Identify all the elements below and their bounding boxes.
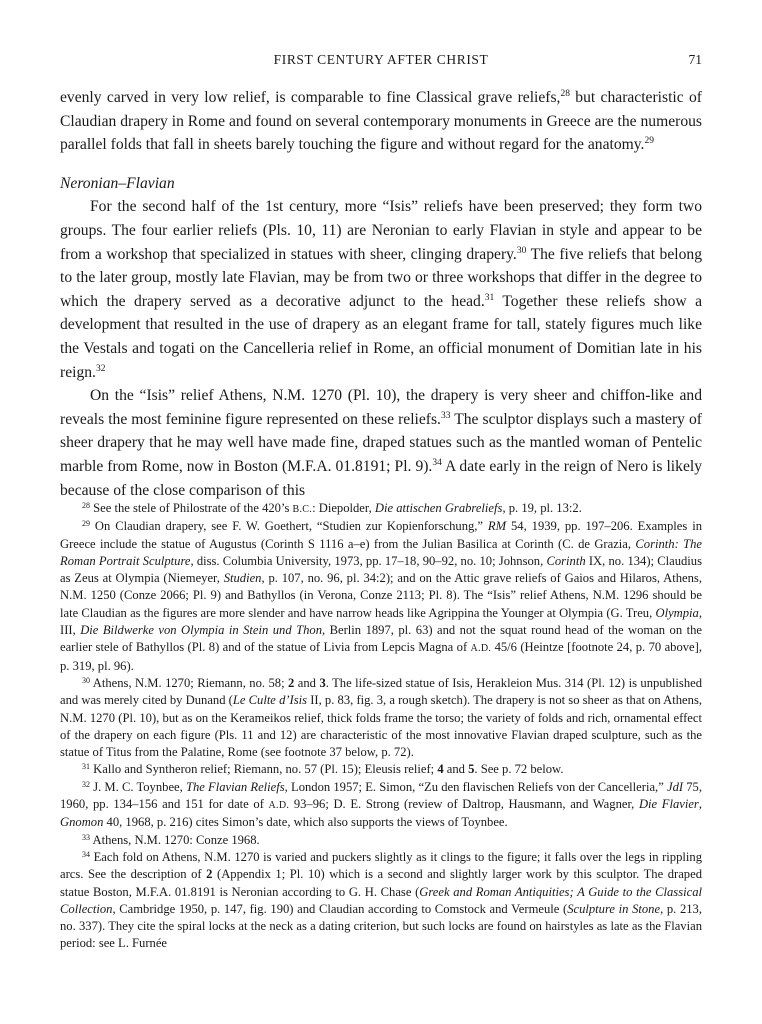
running-title: FIRST CENTURY AFTER CHRIST (273, 52, 489, 67)
footnote-ref-33: 33 (440, 410, 451, 421)
paragraph-3: On the “Isis” relief Athens, N.M. 1270 (Pl. 10), the drapery is very sheer and chiffon-like and reveals the most feminine figure represented on these reliefs.$^{33}$ The sculptor displays such a mastery of sheer drapery that he may well have made fine, draped statues such as the mantled woman of Pentelic marble from Rome, now in Boston (M.F.A. 01.8191; Pl. 9).$^{34}$ A date early in the reign of Nero is likely because of the close comparison of this (60, 387, 702, 499)
footnote-ref-31: 31 (484, 292, 495, 303)
main-text (60, 86, 702, 502)
footnote-ref-34: 34 (432, 457, 442, 468)
footnote-34: $^{34}$ Each fold on Athens, N.M. 1270 is varied and puckers slightly as it clings to the figure; it falls over the legs in rippling arcs. See the description of 2 (Appendix 1; Pl. 10) which is a second and slightly larger work by this sculptor. The draped statue Boston, M.F.A. 01.8191 is Neronian according to G. H. Chase (Greek and Roman Antiquities; A Guide to the Classical Collection, Cambridge 1950, p. 147, fig. 190) and Claudian according to Comstock and Vermeule (Sculpture in Stone, p. 213, no. 337). They cite the spiral locks at the neck as a dating criterion, but such locks are found on hairstyles as late as the Flavian period: see L. Furnée (60, 849, 702, 951)
footnote-31: $^{31}$ Kallo and Syntheron relief; Riemann, no. 57 (Pl. 15); Eleusis relief; 4 and 5. See p. 72 below. (82, 762, 564, 777)
footnote-33: $^{33}$ Athens, N.M. 1270: Conze 1968. (82, 832, 260, 847)
footnote-ref-30: 30 (516, 245, 527, 256)
paragraph-2: For the second half of the 1st century, more “Isis” reliefs have been preserved; they form two groups. The four earlier reliefs (Pls. 10, 11) are Neronian to early Flavian in style and appear to be from a workshop that specialized in statues with sheer, clinging drapery.$^{30}$ The five reliefs that belong to the later group, mostly late Flavian, may be from two or three workshops that differ in the degree to which the drapery served as a decorative adjunct to the head.$^{31}$ Together these reliefs show a development that resulted in the use of drapery as an elegant frame for tall, stately figures much like the Vestals and togati on the Cancelleria relief in Rome, an official monument of Domitian late in his reign.$^{32}$ (60, 198, 702, 381)
footnote-32: $^{32}$ J. M. C. Toynbee, The Flavian Reliefs, London 1957; E. Simon, “Zu den flavischen Reliefs von der Cancelleria,” JdI 75, 1960, pp. 134–156 and 151 for date of A.D. 93–96; D. E. Strong (review of Daltrop, Hausmann, and Wagner, Die Flavier, Gnomon 40, 1968, p. 216) cites Simon’s date, which also supports the views of Toynbee. (60, 779, 703, 830)
footnote-ref-28: 28 (560, 89, 570, 99)
footnote-ref-29: 29 (644, 136, 654, 147)
footnote-ref-32: 32 (95, 363, 106, 374)
running-header (60, 52, 702, 74)
footnote-30: $^{30}$ Athens, N.M. 1270; Riemann, no. 58; 2 and 3. The life-sized statue of Isis, Herakleion Mus. 314 (Pl. 12) is unpublished and was merely cited by Dunand (Le Culte d’Isis II, p. 83, fig. 3, a rough sketch). The drapery is not so sheer as that on Athens, N.M. 1270 (Pl. 10), but as on the Kerameikos relief, thick folds frame the torso; the variety of folds and rich, ornamental effect of the drapery on each figure (Pls. 11 and 12) are characteristic of the most innovative Flavian draped sculpture, such as the statue of Titus from the Palatine, Rome (see footnote 37 below, p. 72). (60, 675, 702, 760)
footnotes (60, 500, 702, 953)
footnote-29: $^{29}$ On Claudian drapery, see F. W. Goethert, “Studien zur Kopienforschung,” RM 54, 1939, pp. 197–206. Examples in Greece include the statue of Augustus (Corinth S 1116 a–e) from the Julian Basilica at Corinth (C. de Grazia, Corinth: The Roman Portrait Sculpture, diss. Columbia University, 1973, pp. 17–18, 90–92, no. 10; Johnson, Corinth IX, no. 134); Claudius as Zeus at Olympia (Niemeyer, Studien, p. 107, no. 96, pl. 34:2); and on the Attic grave reliefs of Gaios and Hilaros, Athens, N.M. 1250 (Conze 2066; Pl. 9) and Bathyllos (in Verona, Conze 2113; Pl. 8). The “Isis” relief Athens, N.M. 1296 should be late Claudian as the figures are more slender and have narrow heads like Agrippina the Younger at Olympia (G. Treu, Olympia, III, Die Bildwerke von Olympia in Stein und Thon, Berlin 1897, pl. 63) and not the squat round head of the woman on the earlier stele of Bathyllos (Pl. 8) and of the statue of Livia from Lepcis Magna of A.D. 45/6 (Heintze [footnote 24, p. 70 above], p. 319, pl. 96). (60, 519, 703, 673)
footnote-28: $^{28}$ See the stele of Philostrate of the 420’s B.C.: Diepolder, Die attischen Grabreliefs, p. 19, pl. 13:2. (82, 501, 582, 515)
section-heading: Neronian–Flavian (60, 174, 175, 192)
page-number: 71 (688, 52, 702, 67)
paragraph-1: evenly carved in very low relief, is comparable to fine Classical grave reliefs,$^{28}$ but characteristic of Claudian drapery in Rome and found on several contemporary monuments in Greece are the numerous parallel folds that fall in sheets barely touching the figure and without regard for the anatomy.$^{29}$ (60, 89, 702, 154)
